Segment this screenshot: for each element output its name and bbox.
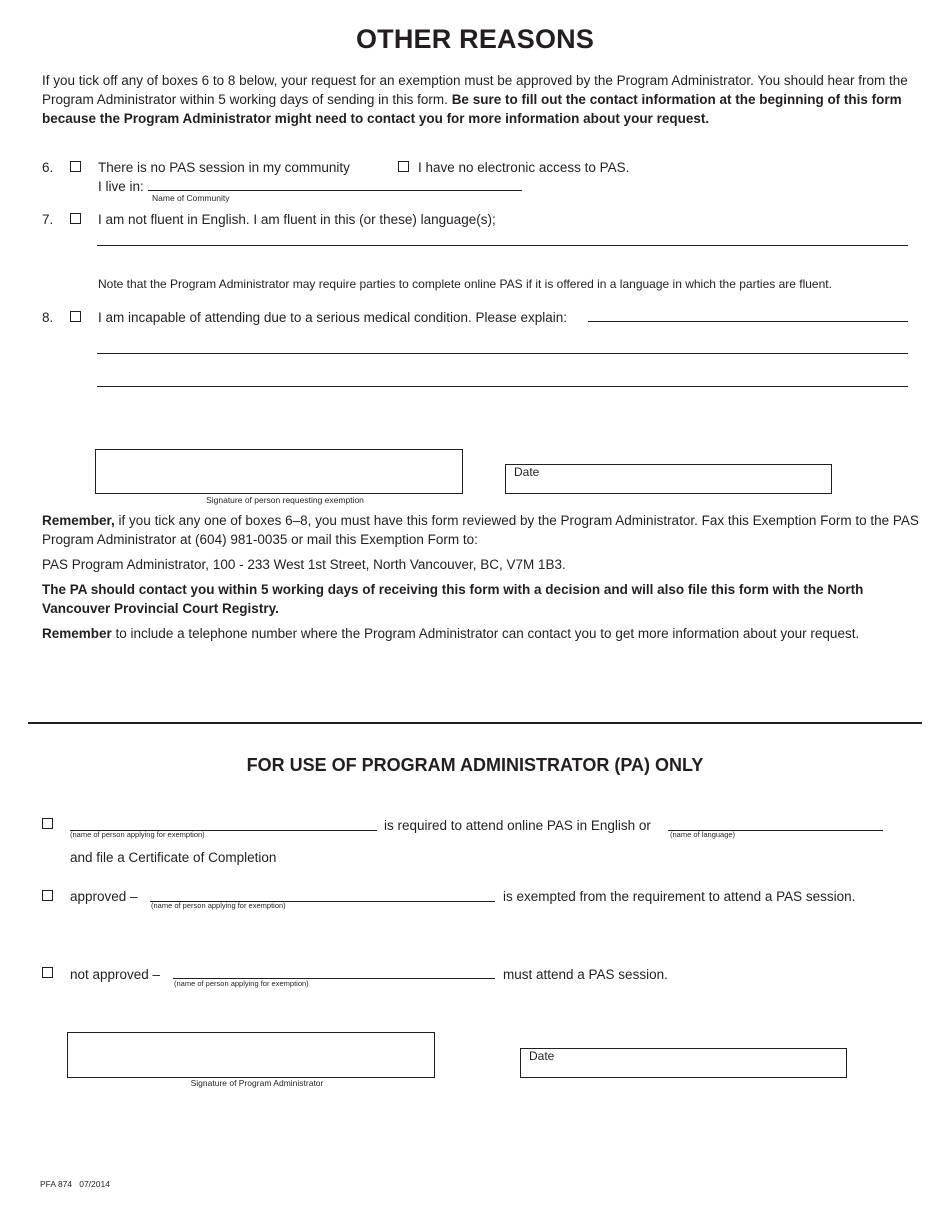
- pa-contact-text: The PA should contact you within 5 working days of receiving this form with a decision and will also file this form with the North Vancouver Provincial Court Registry.: [42, 582, 864, 616]
- item6-no-access-checkbox[interactable]: [398, 161, 409, 172]
- item6-no-access-label: I have no electronic access to PAS.: [418, 160, 630, 175]
- pa-not-approved-name-caption: (name of person applying for exemption): [174, 979, 309, 988]
- pa-option1-name-caption: (name of person applying for exemption): [70, 830, 205, 839]
- pa-date-box[interactable]: [520, 1048, 847, 1078]
- language-field[interactable]: [97, 245, 908, 246]
- item8-checkbox[interactable]: [70, 311, 81, 322]
- pa-signature-caption: Signature of Program Administrator: [190, 1078, 324, 1088]
- item6-no-session-label: There is no PAS session in my community: [98, 160, 350, 175]
- medical-explain-field-3[interactable]: [97, 386, 908, 387]
- item6-no-session-checkbox[interactable]: [70, 161, 81, 172]
- pa-option1-text2: and file a Certificate of Completion: [70, 850, 277, 865]
- address-text: PAS Program Administrator, 100 - 233 West 1st Street, North Vancouver, BC, V7M 1B3.: [42, 557, 566, 572]
- community-field[interactable]: [148, 190, 522, 191]
- remember-paragraph: [42, 511, 922, 549]
- intro-text: If you tick off any of boxes 6 to 8 below, your request for an exemption must be approved by the Program Administrator. You should hear from the Program Administrator within 5 working days of sending in this form.: [42, 73, 908, 107]
- remember2-paragraph: [42, 624, 922, 643]
- remember-bold: Remember,: [42, 513, 115, 528]
- form-code: PFA 874 07/2014: [40, 1179, 110, 1189]
- pa-section-heading: FOR USE OF PROGRAM ADMINISTRATOR (PA) ONLY: [246, 755, 704, 775]
- item8-number: 8.: [42, 310, 54, 325]
- remember-text: if you tick any one of boxes 6–8, you must have this form reviewed by the Program Administrator. Fax this Exemption Form to the PAS Program Administrator at (604) 981-0035 or mail this Exemption Form to:: [42, 513, 919, 547]
- pa-not-approved-text: must attend a PAS session.: [503, 967, 668, 982]
- page-title: OTHER REASONS: [355, 24, 595, 54]
- pa-approved-text: is exempted from the requirement to attend a PAS session.: [503, 889, 856, 904]
- pa-signature-box[interactable]: [67, 1032, 435, 1078]
- remember2-text: to include a telephone number where the Program Administrator can contact you to get more information about your request.: [111, 626, 860, 641]
- medical-explain-field-2[interactable]: [97, 353, 908, 354]
- pa-approved-name-caption: (name of person applying for exemption): [151, 901, 286, 910]
- pa-approved-checkbox[interactable]: [42, 890, 53, 901]
- community-caption: Name of Community: [152, 193, 230, 203]
- item6-live-label: I live in:: [98, 179, 144, 194]
- requester-date-label: Date: [514, 465, 540, 479]
- item7-label: I am not fluent in English. I am fluent in this (or these) language(s);: [98, 212, 496, 227]
- requester-signature-caption: Signature of person requesting exemption: [206, 495, 364, 505]
- item8-label: I am incapable of attending due to a serious medical condition. Please explain:: [98, 310, 568, 325]
- item7-checkbox[interactable]: [70, 213, 81, 224]
- pa-not-approved-checkbox[interactable]: [42, 967, 53, 978]
- pa-option1-language-caption: (name of language): [670, 830, 736, 839]
- intro-bold-text: Be sure to fill out the contact information at the beginning of this form because the Program Administrator might need to contact you for more information about your request.: [42, 92, 902, 126]
- requester-signature-box[interactable]: [95, 449, 463, 494]
- requester-date-box[interactable]: [505, 464, 832, 494]
- remember2-bold: Remember: [42, 626, 112, 641]
- pa-date-label: Date: [529, 1049, 555, 1063]
- pa-not-approved-label: not approved –: [70, 967, 161, 982]
- pa-option1-text: is required to attend online PAS in English or: [384, 818, 651, 833]
- pa-option1-checkbox[interactable]: [42, 818, 53, 829]
- intro-paragraph: [42, 71, 922, 128]
- medical-explain-field-1[interactable]: [588, 321, 908, 322]
- pa-approved-label: approved –: [70, 889, 138, 904]
- item7-number: 7.: [42, 212, 54, 227]
- item6-number: 6.: [42, 160, 54, 175]
- item7-note: Note that the Program Administrator may require parties to complete online PAS if it is offered in a language in which the parties are fluent.: [98, 277, 832, 291]
- section-divider: [28, 722, 922, 724]
